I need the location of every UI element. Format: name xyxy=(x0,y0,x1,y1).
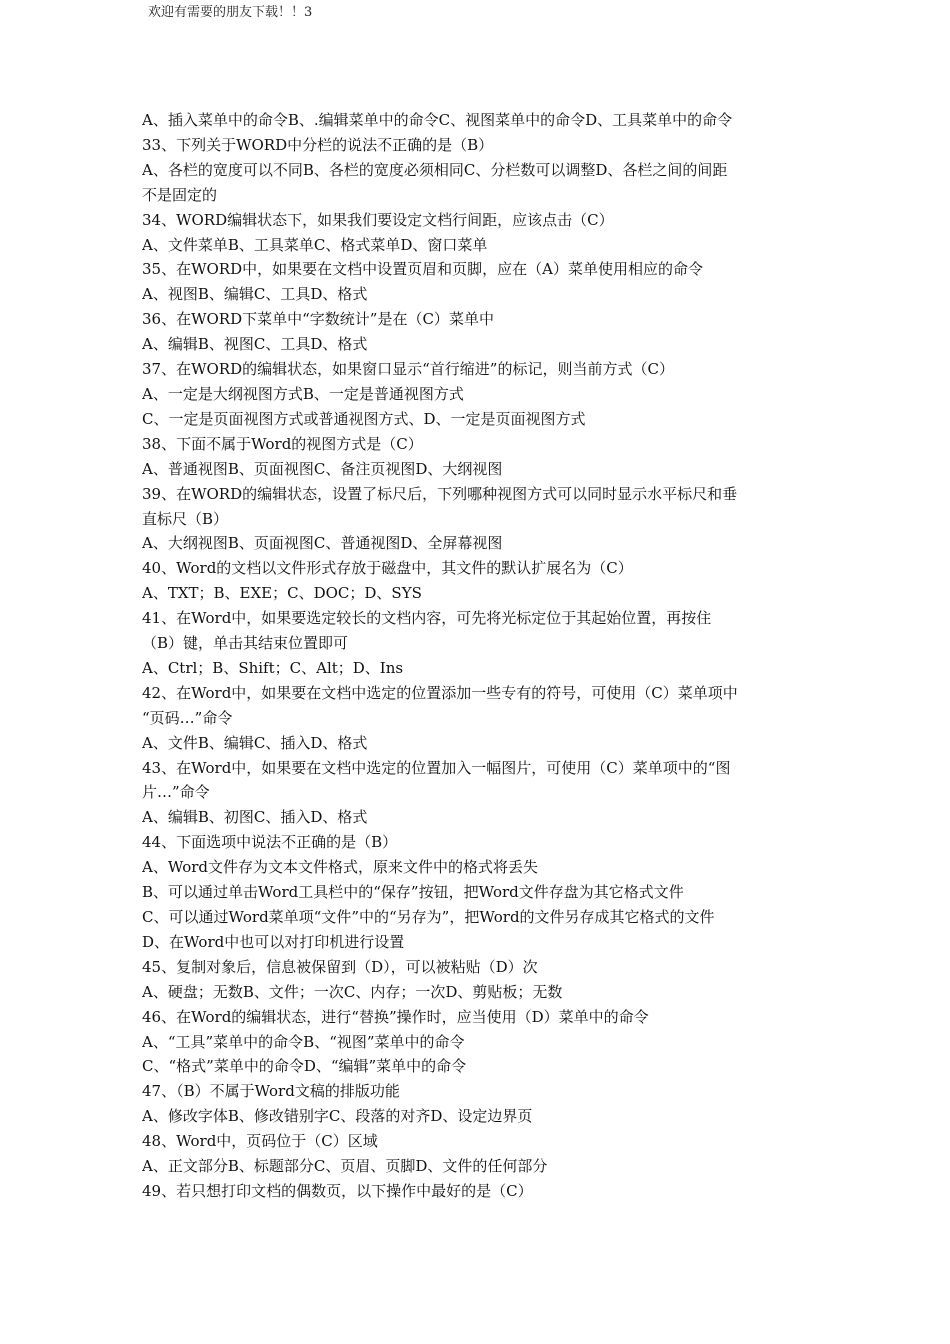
text-line: A、普通视图B、页面视图C、备注页视图D、大纲视图 xyxy=(142,459,503,478)
text-line: A、插入菜单中的命令B、.编辑菜单中的命令C、视图菜单中的命令D、工具菜单中的命令 xyxy=(142,111,733,129)
text-line: 49、若只想打印文档的偶数页，以下操作中最好的是（C） xyxy=(142,1181,533,1200)
text-line: 39、在WORD的编辑状态，设置了标尺后，下列哪种视图方式可以同时显示水平标尺和垂 xyxy=(142,484,738,503)
text-line: 41、在Word中，如果要选定较长的文档内容，可先将光标定位于其起始位置，再按住 xyxy=(142,609,712,628)
text-line: 36、在WORD下菜单中“字数统计”是在（C）菜单中 xyxy=(142,310,494,329)
text-line: 直标尺（B） xyxy=(142,509,229,528)
text-line: A、文件B、编辑C、插入D、格式 xyxy=(142,733,368,752)
text-line: 42、在Word中，如果要在文档中选定的位置添加一些专有的符号，可使用（C）菜单项中 xyxy=(142,683,738,702)
text-line: 33、下列关于WORD中分栏的说法不正确的是（B） xyxy=(142,135,494,154)
text-line: A、各栏的宽度可以不同B、各栏的宽度必须相同C、分栏数可以调整D、各栏之间的间距 xyxy=(142,160,728,179)
text-line: 38、下面不属于Word的视图方式是（C） xyxy=(142,434,423,453)
text-line: 35、在WORD中，如果要在文档中设置页眉和页脚，应在（A）菜单使用相应的命令 xyxy=(142,260,703,279)
text-line: A、正文部分B、标题部分C、页眉、页脚D、文件的任何部分 xyxy=(142,1157,548,1176)
text-line: A、硬盘；无数B、文件；一次C、内存；一次D、剪贴板；无数 xyxy=(142,982,563,1001)
text-line: A、“工具”菜单中的命令B、“视图”菜单中的命令 xyxy=(142,1032,465,1051)
text-line: 48、Word中，页码位于（C）区域 xyxy=(142,1132,378,1151)
text-line: A、Ctrl；B、Shift；C、Alt；D、Ins xyxy=(142,658,404,677)
text-line: 不是固定的 xyxy=(142,185,218,204)
text-line: A、编辑B、初图C、插入D、格式 xyxy=(142,808,368,827)
text-line: C、“格式”菜单中的命令D、“编辑”菜单中的命令 xyxy=(142,1057,467,1076)
text-line: 43、在Word中，如果要在文档中选定的位置加入一幅图片，可使用（C）菜单项中的“图 xyxy=(142,758,731,777)
document-body xyxy=(142,108,822,1204)
text-line: 37、在WORD的编辑状态，如果窗口显示“首行缩进”的标记，则当前方式（C） xyxy=(142,360,674,379)
text-line: A、TXT；B、EXE；C、DOC；D、SYS xyxy=(142,584,422,603)
text-line: 片…”命令 xyxy=(142,783,210,802)
text-line: 46、在Word的编辑状态，进行“替换”操作时，应当使用（D）菜单中的命令 xyxy=(142,1007,649,1026)
text-line: A、编辑B、视图C、工具D、格式 xyxy=(142,335,368,354)
text-line: D、在Word中也可以对打印机进行设置 xyxy=(142,932,405,951)
text-line: 45、复制对象后，信息被保留到（D），可以被粘贴（D）次 xyxy=(142,957,538,976)
text-line: 40、Word的文档以文件形式存放于磁盘中，其文件的默认扩展名为（C） xyxy=(142,559,633,578)
text-line: A、一定是大纲视图方式B、一定是普通视图方式 xyxy=(142,384,464,403)
text-line: A、文件菜单B、工具菜单C、格式菜单D、窗口菜单 xyxy=(142,235,488,254)
text-line: A、视图B、编辑C、工具D、格式 xyxy=(142,285,368,304)
text-line: C、可以通过Word菜单项“文件”中的“另存为”，把Word的文件另存成其它格式的文件 xyxy=(142,908,715,926)
text-line: “页码…”命令 xyxy=(142,708,233,727)
text-line: A、大纲视图B、页面视图C、普通视图D、全屏幕视图 xyxy=(142,534,503,553)
text-line: B、可以通过单击Word工具栏中的“保存”按钮，把Word文件存盘为其它格式文件 xyxy=(142,883,684,902)
page-header: 欢迎有需要的朋友下载！！3 xyxy=(148,5,313,20)
text-line: 47、（B）不属于Word文稿的排版功能 xyxy=(142,1082,400,1101)
text-line: C、一定是页面视图方式或普通视图方式、D、一定是页面视图方式 xyxy=(142,409,586,428)
text-line: A、修改字体B、修改错别字C、段落的对齐D、设定边界页 xyxy=(142,1107,533,1126)
text-line: （B）键，单击其结束位置即可 xyxy=(142,634,349,653)
text-line: A、Word文件存为文本文件格式，原来文件中的格式将丢失 xyxy=(142,858,539,877)
text-line: 44、下面选项中说法不正确的是（B） xyxy=(142,833,398,852)
text-line: 34、WORD编辑状态下，如果我们要设定文档行间距，应该点击（C） xyxy=(142,210,614,229)
